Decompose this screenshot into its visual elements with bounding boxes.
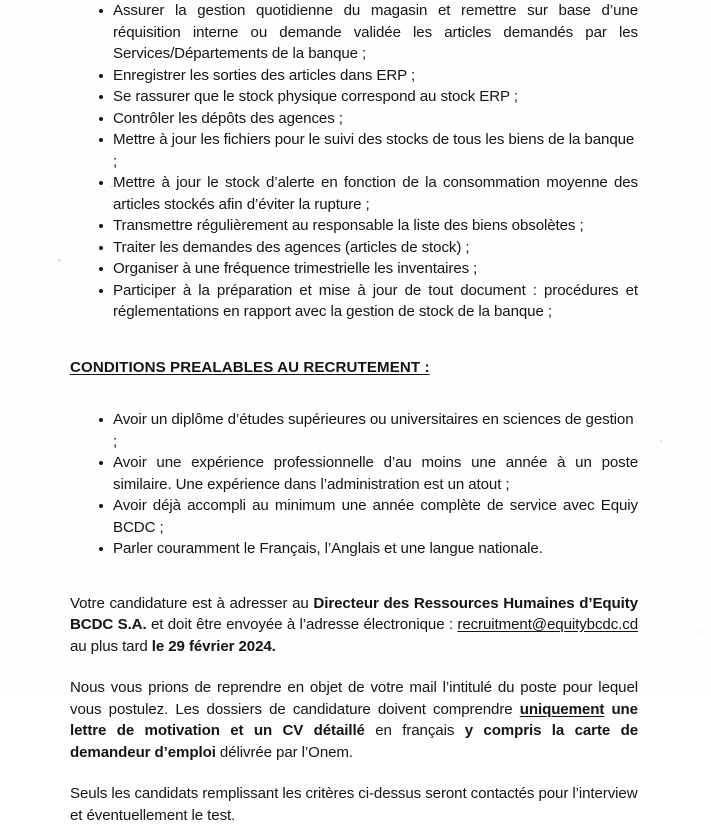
list-item: Assurer la gestion quotidienne du magasin et remettre sur base d’une réquisition interne ou demande validée les articles demandés par les Services/Départements de la banque ; bbox=[70, 0, 638, 65]
list-item: Traiter les demandes des agences (articles de stock) ; bbox=[70, 237, 638, 259]
application-middle-text: et doit être envoyée à l’adresse électronique : bbox=[146, 616, 458, 633]
application-recipient: Directeur des Ressources Humaines d’Equity BCDC S.A. bbox=[70, 594, 638, 633]
closing-paragraph: Seuls les candidats remplissant les critères ci-dessus seront contactés pour l’interview et éventuellement le test. bbox=[70, 785, 638, 824]
list-item: Avoir un diplôme d’études supérieures ou universitaires en sciences de gestion ; bbox=[70, 409, 638, 452]
instructions-part4: y compris la carte de demandeur d’emploi bbox=[70, 722, 638, 761]
instructions-paragraph bbox=[70, 677, 638, 763]
application-after-email-text: au plus tard bbox=[70, 637, 152, 655]
list-item: Mettre à jour le stock d’alerte en fonction de la consommation moyenne des articles stockés afin d’éviter la rupture ; bbox=[70, 172, 638, 215]
list-item: Parler couramment le Français, l’Anglais et une langue nationale. bbox=[70, 538, 638, 560]
scan-speck bbox=[660, 440, 662, 442]
spacer bbox=[70, 657, 638, 677]
spacer bbox=[70, 763, 638, 783]
list-item: Contrôler les dépôts des agences ; bbox=[70, 108, 638, 130]
application-deadline: le 29 février 2024. bbox=[151, 637, 276, 655]
scan-speck bbox=[58, 259, 61, 262]
instructions-part1: Nous vous prions de reprendre en objet de votre mail l’intitulé du poste pour lequel vous postulez. Les dossiers de candidature doivent comprendre bbox=[70, 679, 638, 718]
tasks-list bbox=[70, 0, 638, 323]
list-item: Transmettre régulièrement au responsable la liste des biens obsolètes ; bbox=[70, 215, 638, 237]
instructions-emphasis-uniquement: uniquement bbox=[519, 700, 605, 718]
instructions-part5: délivrée par l’Onem. bbox=[215, 743, 353, 761]
list-item: Se rassurer que le stock physique correspond au stock ERP ; bbox=[70, 86, 638, 108]
list-item: Mettre à jour les fichiers pour le suivi des stocks de tous les biens de la banque ; bbox=[70, 129, 638, 172]
section-heading-conditions: CONDITIONS PREALABLES AU RECRUTEMENT : bbox=[70, 358, 430, 376]
list-item: Avoir une expérience professionnelle d’au moins une année à un poste similaire. Une expérience dans l’administration est un atout ; bbox=[70, 452, 638, 495]
document-content bbox=[70, 0, 638, 826]
application-intro-text: Votre candidature est à adresser au bbox=[70, 594, 314, 612]
spacer bbox=[70, 378, 638, 409]
list-item: Avoir déjà accompli au minimum une année complète de service avec Equiy BCDC ; bbox=[70, 495, 638, 538]
list-item: Organiser à une fréquence trimestrielle les inventaires ; bbox=[70, 258, 638, 280]
application-paragraph bbox=[70, 593, 638, 658]
spacer bbox=[70, 560, 638, 593]
instructions-part2: une lettre de motivation et un CV détaillé bbox=[70, 700, 638, 739]
spacer bbox=[70, 323, 638, 357]
scan-speck bbox=[700, 631, 702, 633]
application-email-link[interactable]: recruitment@equitybcdc.cd bbox=[457, 616, 638, 633]
list-item: Enregistrer les sorties des articles dans ERP ; bbox=[70, 65, 638, 87]
list-item: Participer à la préparation et mise à jour de tout document : procédures et réglementations en rapport avec la gestion de stock de la banque ; bbox=[70, 280, 638, 323]
conditions-list bbox=[70, 409, 638, 560]
instructions-part3: en français bbox=[364, 722, 465, 739]
